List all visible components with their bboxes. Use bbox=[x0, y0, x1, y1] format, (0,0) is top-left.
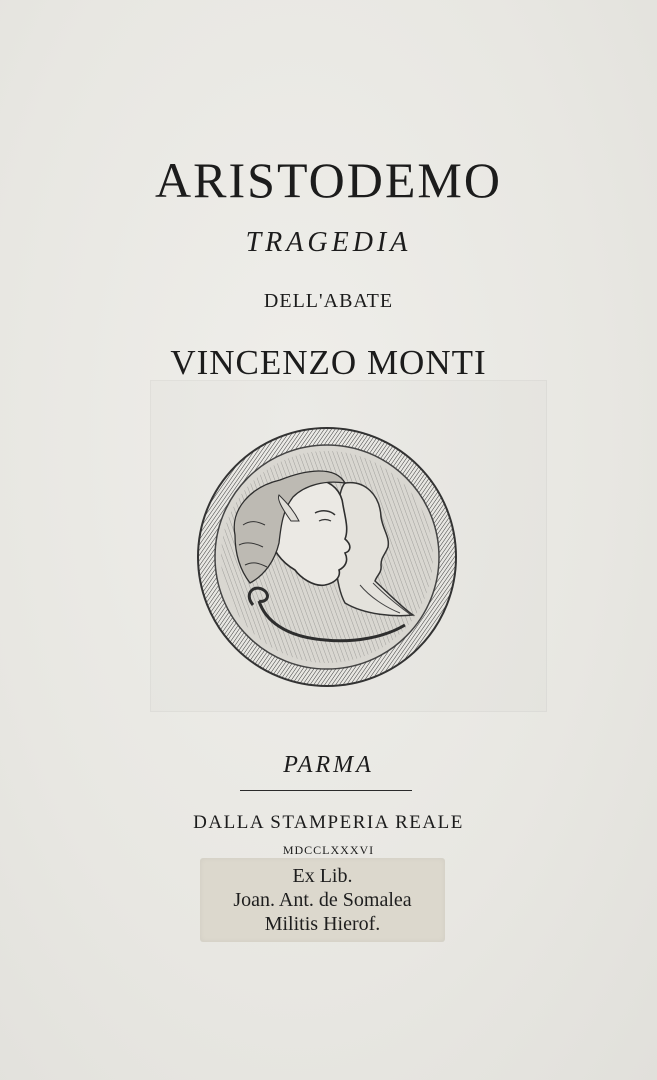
imprint-place: PARMA bbox=[283, 752, 374, 778]
bookplate-line-2: Joan. Ant. de Somalea bbox=[233, 889, 412, 911]
bookplate-label bbox=[200, 858, 445, 942]
divider-rule bbox=[240, 790, 412, 791]
byline: DELL'ABATE bbox=[263, 290, 394, 312]
author-name: VINCENZO MONTI bbox=[170, 343, 487, 382]
bookplate-line-1: Ex Lib. bbox=[292, 865, 353, 887]
book-title: ARISTODEMO bbox=[155, 152, 502, 208]
imprint-printer: DALLA STAMPERIA REALE bbox=[193, 812, 464, 833]
bookplate-line-3: Militis Hierof. bbox=[264, 913, 381, 935]
imprint-year: MDCCLXXXVI bbox=[282, 843, 375, 857]
medallion-two-heads-icon bbox=[195, 425, 460, 690]
book-subtitle: TRAGEDIA bbox=[245, 227, 412, 258]
